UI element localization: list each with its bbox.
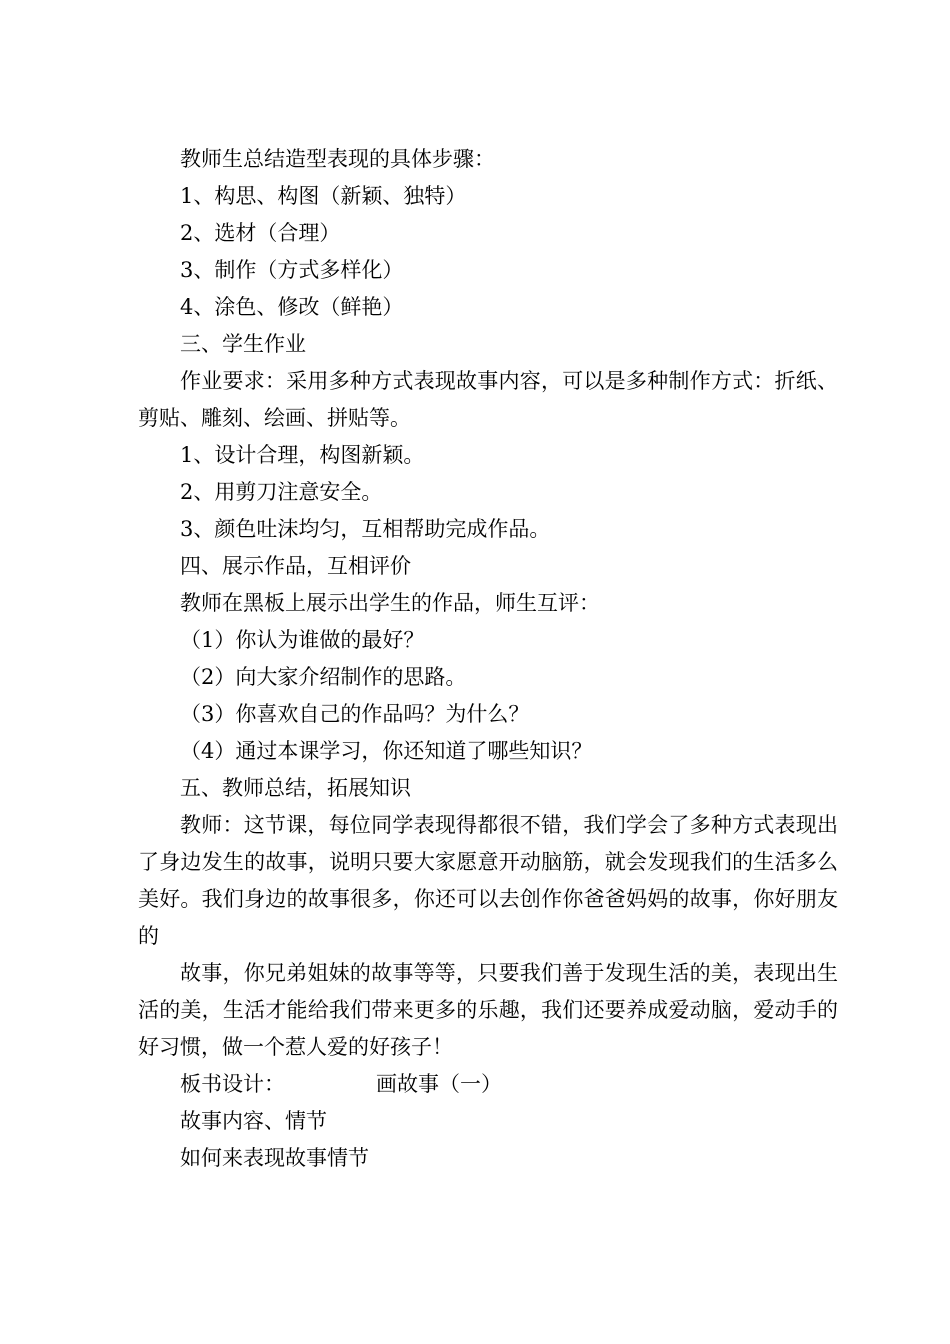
paragraph-question-1: （1）你认为谁做的最好？ [180,628,425,652]
paragraph-question-3: （3）你喜欢自己的作品吗？为什么？ [180,702,530,726]
paragraph-step-2: 2、选材（合理） [180,221,341,245]
paragraph-teacher-summary-continued: 故事，你兄弟姐妹的故事等等，只要我们善于发现生活的美，表现出生活的美，生活才能给我们带来更多的乐趣，我们还要养成爱动脑，爱动手的好习惯，做一个惹人爱的好孩子！ [138,961,838,1059]
paragraph-display-intro: 教师在黑板上展示出学生的作品，师生互评： [180,591,600,615]
paragraph-homework-item-1: 1、设计合理，构图新颖。 [180,443,425,467]
board-design-title: 画故事（一） [376,1072,502,1096]
section-heading-display: 四、展示作品，互相评价 [180,554,411,578]
paragraph-homework-requirements: 作业要求：采用多种方式表现故事内容，可以是多种制作方式：折纸、剪贴、雕刻、绘画、拼贴等。 [138,369,838,430]
section-heading-summary: 五、教师总结，拓展知识 [180,776,411,800]
paragraph-step-3: 3、制作（方式多样化） [180,258,404,282]
board-design-row [138,1066,838,1103]
paragraph-homework-item-3: 3、颜色吐沫均匀，互相帮助完成作品。 [180,517,551,541]
board-line-1: 故事内容、情节 [180,1109,327,1133]
paragraph-homework-item-2: 2、用剪刀注意安全。 [180,480,383,504]
paragraph-summary-heading: 教师生总结造型表现的具体步骤： [180,147,495,171]
paragraph-step-1: 1、构思、构图（新颖、独特） [180,184,467,208]
board-design-label: 板书设计： [180,1072,285,1096]
paragraph-question-4: （4）通过本课学习，你还知道了哪些知识？ [180,739,593,763]
paragraph-question-2: （2）向大家介绍制作的思路。 [180,665,467,689]
document-page [138,141,838,1177]
paragraph-teacher-summary: 教师：这节课，每位同学表现得都很不错，我们学会了多种方式表现出了身边发生的故事，说明只要大家愿意开动脑筋，就会发现我们的生活多么美好。我们身边的故事很多，你还可以去创作你爸爸妈妈的故事，你好朋友的 [138,813,838,948]
paragraph-step-4: 4、涂色、修改（鲜艳） [180,295,404,319]
section-heading-homework: 三、学生作业 [180,332,306,356]
board-line-2: 如何来表现故事情节 [180,1146,369,1170]
